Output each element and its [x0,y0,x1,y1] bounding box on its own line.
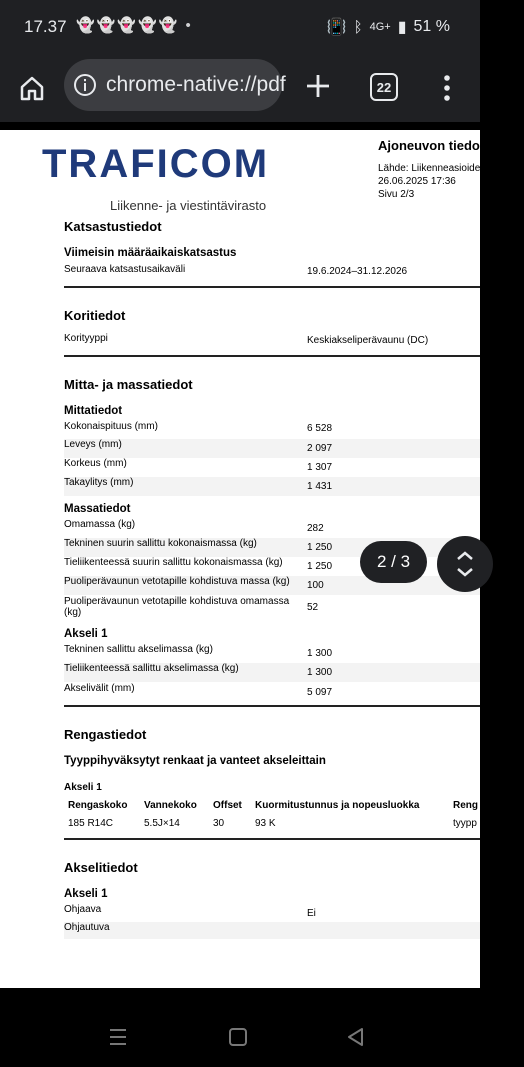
status-icons [327,17,450,37]
section-title-renkaat: Rengastiedot [64,727,147,742]
axle-title: Akseli 1 [64,782,102,793]
row-value: 5 097 [307,687,333,698]
doc-page-number: Sivu 2/3 [378,189,415,200]
table-row [64,904,480,922]
row-label: Kokonaispituus (mm) [64,421,158,432]
table-row [64,458,480,477]
row-label: Korityyppi [64,333,108,344]
battery-icon: ▮ [397,19,407,36]
info-icon[interactable] [73,73,97,97]
table-cell: tyypp [453,818,477,829]
tab-count: 22 [376,79,392,95]
table-cell: 30 [213,818,225,829]
row-label: Takaylitys (mm) [64,477,134,488]
home-icon [18,74,46,102]
row-label: Ohjaava [64,904,102,915]
row-label: Akselivälit (mm) [64,683,135,694]
tire-table-header [64,800,480,816]
fast-scroll-handle[interactable] [437,536,493,592]
home-nav-button[interactable] [227,1026,249,1048]
bluetooth-icon: ᛒ [353,18,363,36]
table-row [64,477,480,496]
scroll-chevrons-icon [437,536,493,592]
section-divider [64,355,480,357]
table-row [64,421,480,439]
row-label: Tieliikenteessä sallittu akselimassa (kg) [64,663,239,674]
home-button[interactable] [14,70,50,106]
table-row [64,644,480,663]
status-bar [0,0,480,56]
table-row [64,683,480,702]
row-label: Seuraava katsastusaikaväli [64,264,186,275]
status-time: 17.37 [24,17,67,36]
vibrate-icon: 📳 [326,19,347,36]
subsection-title: Viimeisin määräaikaiskatsastus [64,247,237,259]
row-value: 6 528 [307,423,333,434]
row-label: Puoliperävaunun vetotapille kohdistuva omamassa (kg) [64,596,290,618]
signal-icon: 4G+ [369,21,391,33]
recents-button[interactable] [107,1026,129,1048]
doc-datetime: 26.06.2025 17:36 [378,176,456,187]
table-row [64,663,480,682]
page-gap [0,122,480,130]
row-value: 19.6.2024–31.12.2026 [307,266,408,277]
section-title-akselit: Akselitiedot [64,860,138,875]
url-text[interactable]: chrome-native://pdf [106,73,286,96]
table-row [64,596,480,624]
table-row [64,519,480,538]
section-divider [64,705,480,707]
table-row [64,264,480,282]
logo-wordmark: TRAFICOM [42,142,270,186]
table-cell: 185 R14C [68,818,114,829]
table-row [64,922,480,939]
section-divider [64,286,480,288]
new-tab-button[interactable] [302,70,334,102]
row-label: Tieliikenteessä suurin sallittu kokonaismassa (kg) [64,557,283,568]
subsection-title: Akseli 1 [64,888,108,900]
row-value: 1 431 [307,481,333,492]
browser-toolbar [0,56,480,122]
back-button[interactable] [345,1026,367,1048]
section-divider [64,838,480,840]
table-cell: 5.5J×14 [144,818,180,829]
table-cell: 93 K [255,818,276,829]
row-label: Tekninen suurin sallittu kokonaismassa (kg) [64,538,257,549]
doc-source: Lähde: Liikenneasioiden rekisteri [378,163,524,174]
row-value: Ei [307,908,316,919]
table-row [64,333,480,351]
logo-subtitle: Liikenne- ja viestintävirasto [110,198,267,213]
row-label: Omamassa (kg) [64,519,136,530]
system-nav-bar [0,988,480,1067]
battery-percent: 51 % [413,18,450,35]
row-value: 2 097 [307,443,333,454]
row-label: Tekninen sallittu akselimassa (kg) [64,644,213,655]
row-value: 1 250 [307,561,333,572]
url-bar[interactable] [64,59,286,111]
subsection-title: Akseli 1 [64,628,108,640]
section-title-katsastus: Katsastustiedot [64,219,162,234]
row-value: 100 [307,580,324,591]
row-label: Korkeus (mm) [64,458,127,469]
column-header: Vannekoko [144,800,197,811]
tab-switcher-button[interactable] [370,73,398,101]
section-title-kori: Koritiedot [64,308,126,323]
row-value: 1 300 [307,648,333,659]
subsection-title: Tyyppihyväksytyt renkaat ja vanteet akseleittain [64,755,326,767]
page-indicator [360,541,427,583]
row-label: Puoliperävaunun vetotapille kohdistuva massa (kg) [64,576,290,587]
column-header: Rengaskoko [68,800,128,811]
row-label: Leveys (mm) [64,439,122,450]
subsection-title: Mittatiedot [64,405,123,417]
row-value: 1 300 [307,667,333,678]
row-value: 1 250 [307,542,333,553]
section-title-mitta: Mitta- ja massatiedot [64,377,193,392]
row-value: 1 307 [307,462,333,473]
subsection-title: Massatiedot [64,503,131,515]
document-header [378,138,524,201]
notification-icons: 👻👻👻👻👻 • [76,17,193,34]
column-header: Kuormitustunnus ja nopeusluokka [255,800,420,811]
column-header: Reng [453,800,478,811]
row-value: 282 [307,523,324,534]
column-header: Offset [213,800,242,811]
row-value: Keskiakseliperävaunu (DC) [307,335,429,346]
tire-table-row [64,818,480,834]
row-value: 52 [307,602,319,613]
table-row [64,439,480,458]
traficom-logo [42,142,270,213]
row-label: Ohjautuva [64,922,110,933]
page-indicator-text: 2 / 3 [376,552,411,571]
doc-title: Ajoneuvon tiedot [378,138,485,153]
more-menu-button[interactable] [436,72,458,104]
